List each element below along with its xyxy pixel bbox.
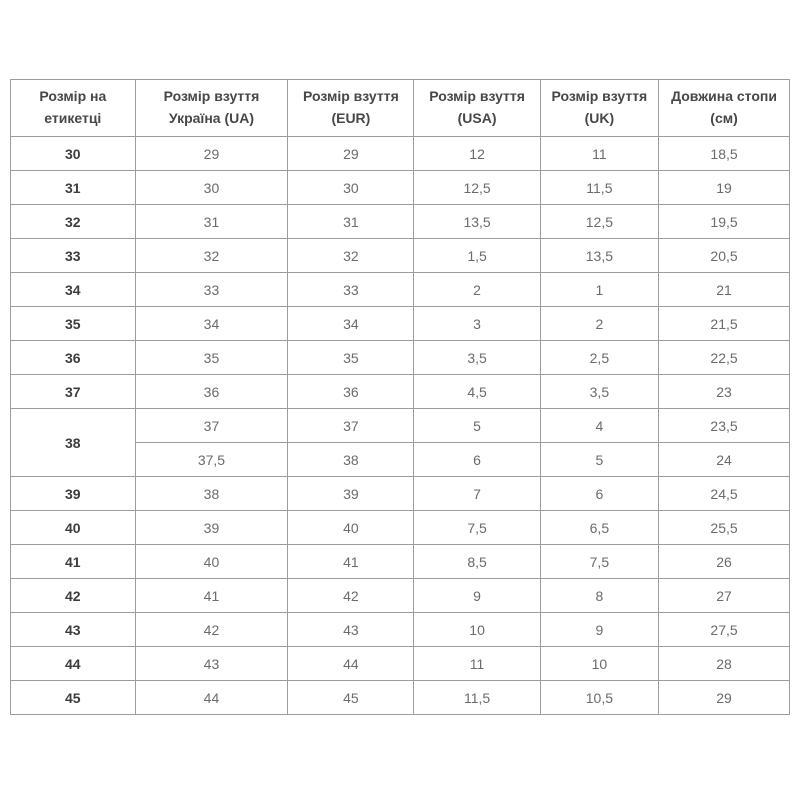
table-cell: 35 [135, 341, 288, 375]
row-label: 33 [11, 239, 136, 273]
table-cell: 29 [659, 681, 790, 715]
table-cell: 12,5 [414, 171, 540, 205]
table-cell: 32 [288, 239, 414, 273]
table-cell: 31 [135, 205, 288, 239]
table-cell: 39 [135, 511, 288, 545]
header-ua-size: Розмір взуття Україна (UA) [135, 80, 288, 137]
table-cell: 21,5 [659, 307, 790, 341]
table-cell: 36 [288, 375, 414, 409]
table-cell: 8 [540, 579, 658, 613]
table-cell: 1 [540, 273, 658, 307]
row-label: 39 [11, 477, 136, 511]
table-cell: 12,5 [540, 205, 658, 239]
table-cell: 41 [135, 579, 288, 613]
table-cell: 5 [540, 443, 658, 477]
table-cell: 44 [288, 647, 414, 681]
table-cell: 11,5 [540, 171, 658, 205]
table-cell: 7,5 [540, 545, 658, 579]
shoe-size-table-container [10, 79, 790, 715]
table-cell: 25,5 [659, 511, 790, 545]
table-row [11, 511, 790, 545]
table-row [11, 341, 790, 375]
row-label: 30 [11, 137, 136, 171]
table-row [11, 171, 790, 205]
table-cell: 34 [288, 307, 414, 341]
row-label: 42 [11, 579, 136, 613]
shoe-size-conversion-table [10, 79, 790, 715]
table-cell: 38 [135, 477, 288, 511]
table-cell: 37,5 [135, 443, 288, 477]
header-uk-size: Розмір взуття (UK) [540, 80, 658, 137]
table-cell: 2 [414, 273, 540, 307]
table-cell: 43 [135, 647, 288, 681]
table-cell: 42 [135, 613, 288, 647]
table-cell: 6,5 [540, 511, 658, 545]
table-cell: 43 [288, 613, 414, 647]
table-cell: 28 [659, 647, 790, 681]
table-cell: 6 [540, 477, 658, 511]
table-cell: 2,5 [540, 341, 658, 375]
table-cell: 13,5 [540, 239, 658, 273]
row-label: 40 [11, 511, 136, 545]
table-cell: 36 [135, 375, 288, 409]
row-label: 38 [11, 409, 136, 477]
table-cell: 23 [659, 375, 790, 409]
row-label: 44 [11, 647, 136, 681]
table-row [11, 681, 790, 715]
table-row [11, 477, 790, 511]
table-row [11, 409, 790, 443]
table-row [11, 205, 790, 239]
table-cell: 41 [288, 545, 414, 579]
table-body [11, 137, 790, 715]
table-cell: 22,5 [659, 341, 790, 375]
table-cell: 18,5 [659, 137, 790, 171]
table-row [11, 647, 790, 681]
table-cell: 3 [414, 307, 540, 341]
table-cell: 1,5 [414, 239, 540, 273]
header-foot-length: Довжина стопи (см) [659, 80, 790, 137]
header-eur-size: Розмір взуття (EUR) [288, 80, 414, 137]
row-label: 34 [11, 273, 136, 307]
table-header [11, 80, 790, 137]
table-cell: 31 [288, 205, 414, 239]
table-cell: 13,5 [414, 205, 540, 239]
table-cell: 19 [659, 171, 790, 205]
table-row [11, 239, 790, 273]
table-cell: 40 [288, 511, 414, 545]
table-cell: 10 [540, 647, 658, 681]
table-cell: 20,5 [659, 239, 790, 273]
table-cell: 37 [288, 409, 414, 443]
table-cell: 30 [135, 171, 288, 205]
table-cell: 39 [288, 477, 414, 511]
table-cell: 27 [659, 579, 790, 613]
table-cell: 11 [540, 137, 658, 171]
table-cell: 5 [414, 409, 540, 443]
table-cell: 38 [288, 443, 414, 477]
table-cell: 10,5 [540, 681, 658, 715]
table-cell: 3,5 [414, 341, 540, 375]
table-cell: 32 [135, 239, 288, 273]
row-label: 43 [11, 613, 136, 647]
table-cell: 9 [414, 579, 540, 613]
table-cell: 29 [288, 137, 414, 171]
header-label-size: Розмір на етикетці [11, 80, 136, 137]
table-cell: 26 [659, 545, 790, 579]
table-cell: 7,5 [414, 511, 540, 545]
table-cell: 24,5 [659, 477, 790, 511]
table-cell: 21 [659, 273, 790, 307]
table-row [11, 545, 790, 579]
table-cell: 42 [288, 579, 414, 613]
table-cell: 3,5 [540, 375, 658, 409]
table-cell: 40 [135, 545, 288, 579]
row-label: 45 [11, 681, 136, 715]
table-cell: 37 [135, 409, 288, 443]
table-cell: 30 [288, 171, 414, 205]
table-row [11, 375, 790, 409]
row-label: 41 [11, 545, 136, 579]
header-usa-size: Розмір взуття (USA) [414, 80, 540, 137]
row-label: 36 [11, 341, 136, 375]
table-cell: 45 [288, 681, 414, 715]
table-row [11, 613, 790, 647]
table-row [11, 137, 790, 171]
table-cell: 2 [540, 307, 658, 341]
row-label: 31 [11, 171, 136, 205]
table-cell: 7 [414, 477, 540, 511]
table-cell: 33 [288, 273, 414, 307]
table-cell: 19,5 [659, 205, 790, 239]
table-cell: 34 [135, 307, 288, 341]
table-cell: 4 [540, 409, 658, 443]
table-row [11, 307, 790, 341]
table-cell: 24 [659, 443, 790, 477]
table-cell: 11 [414, 647, 540, 681]
table-header-row [11, 80, 790, 137]
table-row [11, 273, 790, 307]
table-row [11, 579, 790, 613]
row-label: 35 [11, 307, 136, 341]
row-label: 37 [11, 375, 136, 409]
table-cell: 6 [414, 443, 540, 477]
table-cell: 35 [288, 341, 414, 375]
table-cell: 44 [135, 681, 288, 715]
table-cell: 11,5 [414, 681, 540, 715]
table-cell: 9 [540, 613, 658, 647]
table-cell: 27,5 [659, 613, 790, 647]
table-cell: 8,5 [414, 545, 540, 579]
table-cell: 12 [414, 137, 540, 171]
table-cell: 33 [135, 273, 288, 307]
table-cell: 4,5 [414, 375, 540, 409]
row-label: 32 [11, 205, 136, 239]
table-cell: 10 [414, 613, 540, 647]
table-cell: 23,5 [659, 409, 790, 443]
table-cell: 29 [135, 137, 288, 171]
